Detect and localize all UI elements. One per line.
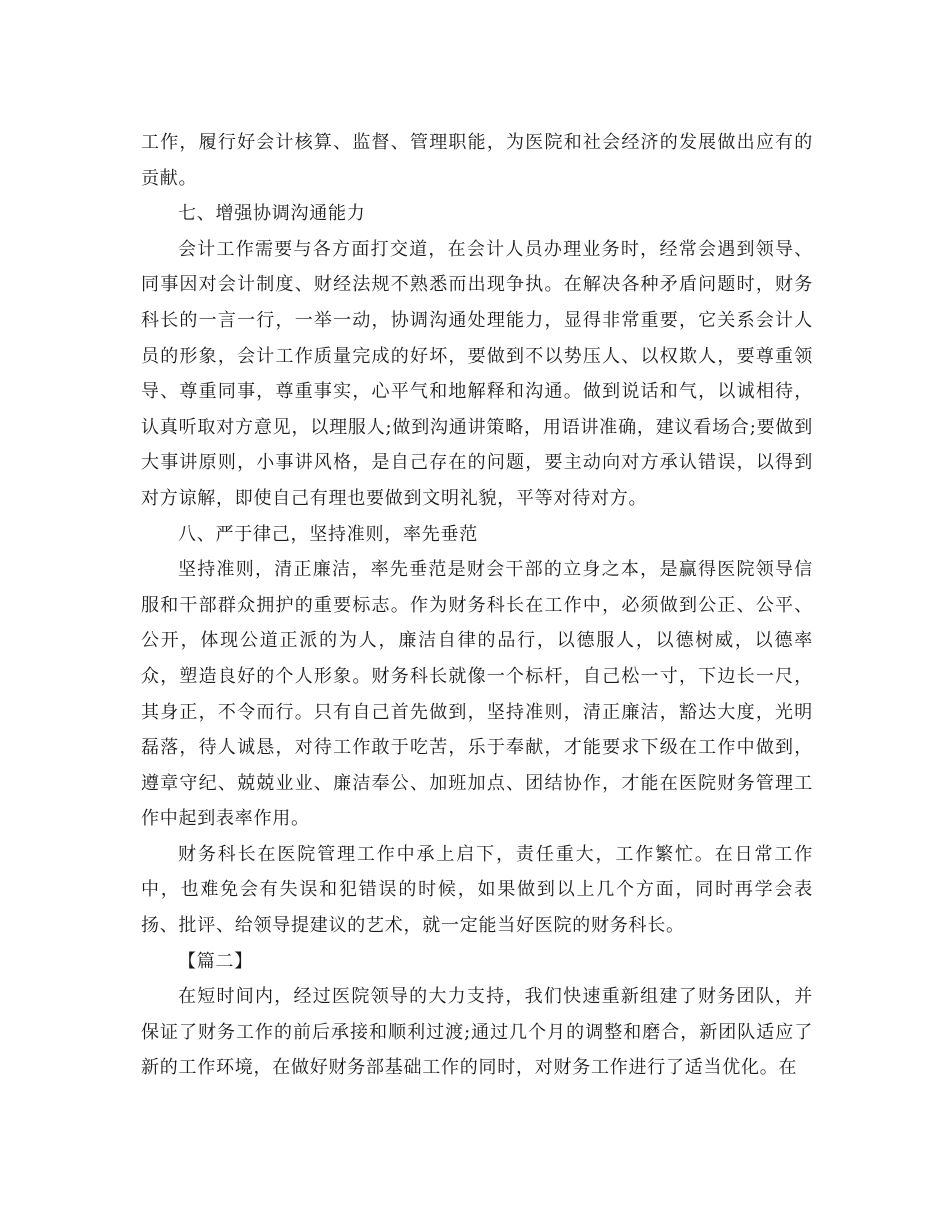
section-heading-seven: 七、增强协调沟通能力 xyxy=(178,203,366,225)
section-heading-eight: 八、严于律己，坚持准则，率先垂范 xyxy=(178,523,478,545)
paragraph-part-two-intro: 在短时间内，经过医院领导的大力支持，我们快速重新组建了财务团队，并保证了财务工作的前后承接和顺利过渡;通过几个月的调整和磨合，新团队适应了新的工作环境，在做好财务部基础工作的同时，对财务工作进行了适当优化。在 xyxy=(141,986,813,1079)
paragraph-continuation: 工作，履行好会计核算、监督、管理职能，为医院和社会经济的发展做出应有的贡献。 xyxy=(141,132,813,189)
paragraph-communication: 会计工作需要与各方面打交道，在会计人员办理业务时，经常会遇到领导、同事因对会计制度、财经法规不熟悉而出现争执。在解决各种矛盾问题时，财务科长的一言一行，一举一动，协调沟通处理能力，显得非常重要，它关系会计人员的形象，会计工作质量完成的好坏，要做到不以势压人、以权欺人，要尊重领导、尊重同事，尊重事实，心平气和地解释和沟通。做到说话和气，以诚相待，认真听取对方意见，以理服人;做到沟通讲策略，用语讲准确，建议看场合;要做到大事讲原则，小事讲风格，是自己存在的问题，要主动向对方承认错误，以得到对方谅解，即使自己有理也要做到文明礼貌，平等对待对方。 xyxy=(141,238,813,509)
section-heading-part-two: 【篇二】 xyxy=(178,950,253,972)
paragraph-summary: 财务科长在医院管理工作中承上启下，责任重大，工作繁忙。在日常工作中，也难免会有失误和犯错误的时候，如果做到以上几个方面，同时再学会表扬、批评、给领导提建议的艺术，就一定能当好医院的财务科长。 xyxy=(141,843,813,937)
document-body xyxy=(141,125,813,1086)
paragraph-integrity: 坚持准则，清正廉洁，率先垂范是财会干部的立身之本，是赢得医院领导信服和干部群众拥护的重要标志。作为财务科长在工作中，必须做到公正、公平、公开，体现公道正派的为人，廉洁自律的品行，以德服人，以德树威，以德率众，塑造良好的个人形象。财务科长就像一个标杆，自己松一寸，下边长一尺，其身正，不令而行。只有自己首先做到，坚持准则，清正廉洁，豁达大度，光明磊落，待人诚恳，对待工作敢于吃苦，乐于奉献，才能要求下级在工作中做到，遵章守纪、兢兢业业、廉洁奉公、加班加点、团结协作，才能在医院财务管理工作中起到表率作用。 xyxy=(141,559,813,830)
